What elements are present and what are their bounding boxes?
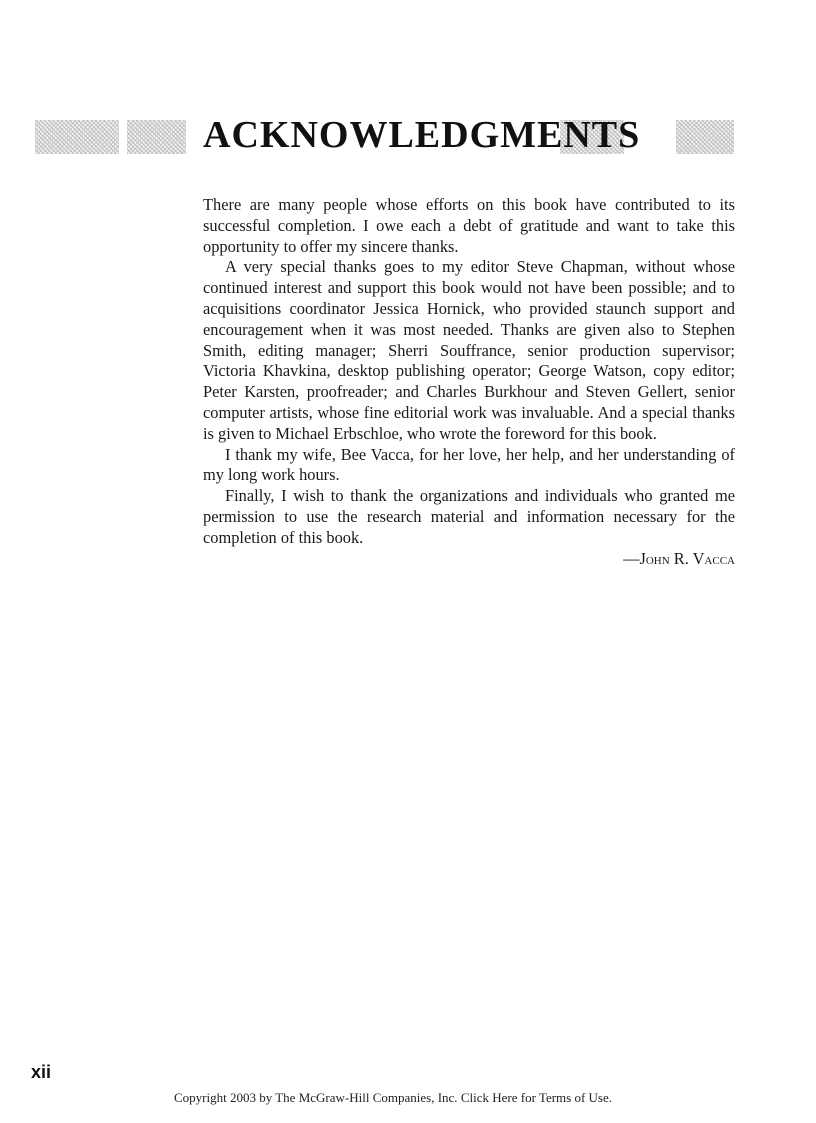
decorative-hatch-bar [35, 120, 119, 154]
paragraph: Finally, I wish to thank the organizations and individuals who granted me permission to use the research material and information necessary for the completion of this book. [203, 486, 735, 547]
author-signature: —John R. Vacca [623, 548, 735, 568]
page-number: xii [31, 1062, 52, 1082]
paragraph: I thank my wife, Bee Vacca, for her love, her help, and her understanding of my long work hours. [203, 444, 735, 485]
paragraph: A very special thanks goes to my editor Steve Chapman, without whose continued interest and support this book would not have been possible; and to acquisitions coordinator Jessica Hornick, who provided staunch support and encouragement when it was most needed. Thanks are given also to Stephen Smith, editing manager; Sherri Souffrance, senior production supervisor; Victoria Khavkina, desktop publishing operator; George Watson, copy editor; Peter Karsten, proofreader; and Charles Burkhour and Steven Gellert, senior computer artists, whose fine editorial work was invaluable. And a special thanks is given to Michael Erbschloe, who wrote the foreword for this book. [203, 257, 735, 443]
paragraph: There are many people whose efforts on this book have contributed to its successful completion. I owe each a debt of gratitude and want to take this opportunity to offer my sincere thanks. [203, 195, 735, 256]
copyright-footer [174, 1090, 612, 1106]
page-title: ACKNOWLEDGMENTS [203, 114, 641, 156]
acknowledgments-body [203, 195, 735, 569]
copyright-text: Copyright 2003 by The McGraw-Hill Companies, Inc. [174, 1090, 458, 1105]
terms-of-use-link[interactable]: Click Here for Terms of Use. [460, 1090, 613, 1105]
decorative-hatch-bar [127, 120, 186, 154]
decorative-hatch-bar [676, 120, 734, 154]
